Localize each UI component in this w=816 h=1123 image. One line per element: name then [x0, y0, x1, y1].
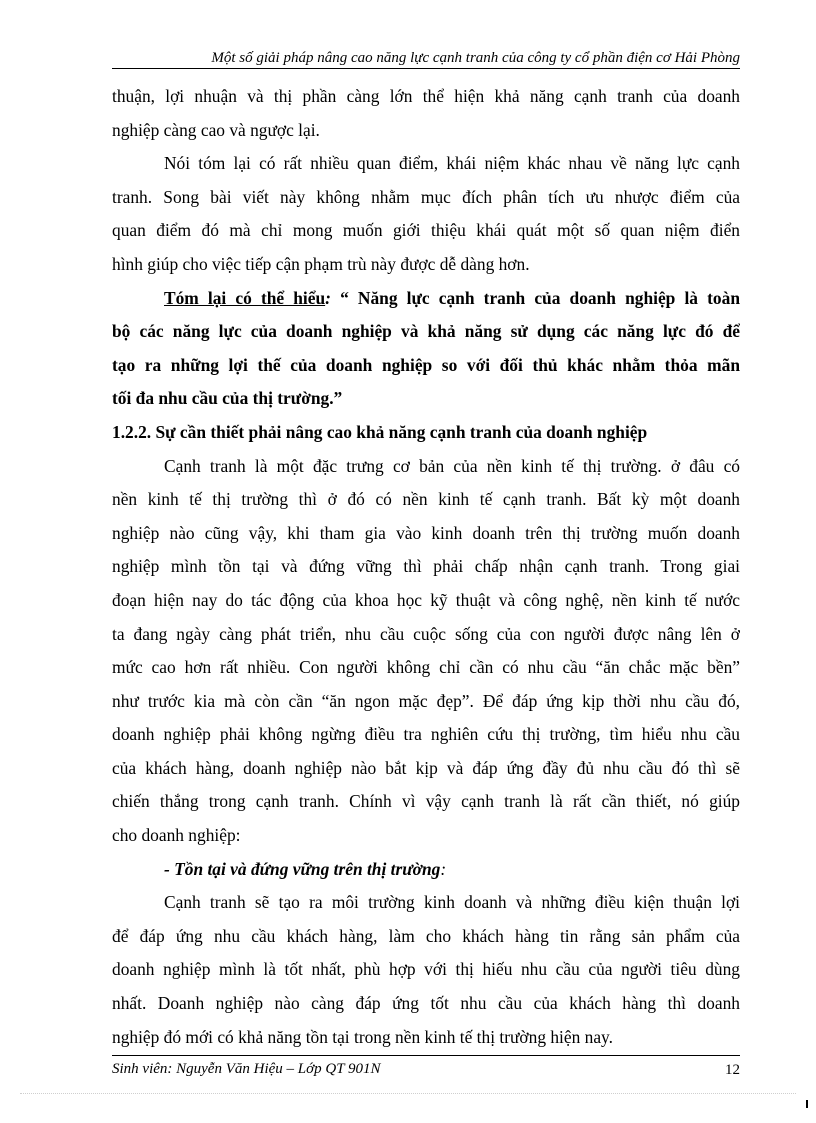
- footer-student: Sinh viên: Nguyễn Văn Hiệu – Lớp QT 901N: [112, 1061, 381, 1077]
- body-line: thuận, lợi nhuận và thị phần càng lớn thể hiện khả năng cạnh tranh của doanh: [112, 86, 740, 106]
- definition-line: [112, 282, 740, 316]
- body-line: nghiệp càng cao và ngược lại.: [112, 119, 320, 140]
- body-line: nền kinh tế thị trường thì ở đó có nền kinh tế cạnh tranh. Bất kỳ một doanh: [112, 489, 740, 510]
- page-bottom-border: [20, 1093, 796, 1094]
- body-line: nghiệp đó mới có khả năng tồn tại trong nền kinh tế thị trường hiện nay.: [112, 1026, 613, 1047]
- subheading: [112, 853, 740, 887]
- body-line: mức cao hơn rất nhiều. Con người không chỉ cần có nhu cầu “ăn chắc mặc bền”: [112, 657, 740, 678]
- body-line: doanh nghiệp mình là tốt nhất, phù hợp với thị hiếu nhu cầu của người tiêu dùng: [112, 959, 740, 980]
- body-line: Cạnh tranh là một đặc trưng cơ bản của nền kinh tế thị trường. ở đâu có: [164, 455, 740, 476]
- body-line: doanh nghiệp phải không ngừng điều tra nghiên cứu thị trường, tìm hiểu nhu cầu: [112, 724, 740, 745]
- body-line: nghiệp nào cũng vậy, khi tham gia vào kinh doanh trên thị trường muốn doanh: [112, 522, 740, 543]
- footer-divider: [112, 1055, 740, 1056]
- definition-colon: :: [325, 287, 331, 308]
- body-line: Cạnh tranh sẽ tạo ra môi trường kinh doanh và những điều kiện thuận lợi: [164, 892, 740, 913]
- corner-mark: [806, 1100, 808, 1108]
- body-line: nghiệp mình tồn tại và đứng vững thì phải chấp nhận cạnh tranh. Trong giai: [112, 556, 740, 577]
- body-line: Nói tóm lại có rất nhiều quan điểm, khái niệm khác nhau về năng lực cạnh: [164, 153, 740, 174]
- body-line: chiến thắng trong cạnh tranh. Chính vì vậy cạnh tranh là rất cần thiết, nó giúp: [112, 791, 740, 812]
- body-line: ta đang ngày càng phát triển, nhu cầu cuộc sống của con người được nâng lên ở: [112, 623, 740, 644]
- definition-line: tạo ra những lợi thế của doanh nghiệp so với đối thủ khác nhằm thỏa mãn: [112, 354, 740, 375]
- subheading-colon: :: [440, 858, 447, 879]
- body-line: quan điểm đó mà chỉ mong muốn giới thiệu khái quát một số quan niệm điển: [112, 220, 740, 241]
- definition-line: bộ các năng lực của doanh nghiệp và khả năng sử dụng các năng lực đó để: [112, 321, 740, 342]
- page-body: [112, 80, 740, 1054]
- body-line: như trước kia mà còn cần “ăn ngon mặc đẹp”. Để đáp ứng kịp thời nhu cầu đó,: [112, 690, 740, 711]
- body-line: tranh. Song bài viết này không nhằm mục đích phân tích ưu nhược điểm của: [112, 186, 740, 207]
- body-line: hình giúp cho việc tiếp cận phạm trù này được dễ dàng hơn.: [112, 253, 530, 274]
- definition-text: “ Năng lực cạnh tranh của doanh nghiệp là toàn: [330, 287, 740, 308]
- definition-line: tối đa nhu cầu của thị trường.”: [112, 388, 343, 409]
- body-line: để đáp ứng nhu cầu khách hàng, làm cho khách hàng tin rằng sản phẩm của: [112, 925, 740, 946]
- body-line: của khách hàng, doanh nghiệp nào bắt kịp và đáp ứng đầy đủ nhu cầu đó thì sẽ: [112, 757, 740, 778]
- running-header: Một số giải pháp nâng cao năng lực cạnh tranh của công ty cổ phần điện cơ Hải Phòng: [112, 49, 740, 69]
- subheading-text: - Tồn tại và đứng vững trên thị trường: [164, 858, 441, 879]
- page-number: 12: [725, 1062, 740, 1078]
- body-line: cho doanh nghiệp:: [112, 825, 241, 846]
- section-heading: 1.2.2. Sự cần thiết phải nâng cao khả năng cạnh tranh của doanh nghiệp: [112, 421, 648, 442]
- body-line: nhất. Doanh nghiệp nào càng đáp ứng tốt nhu cầu của khách hàng thì doanh: [112, 993, 740, 1014]
- body-line: đoạn hiện nay do tác động của khoa học kỹ thuật và công nghệ, nền kinh tế nước: [112, 589, 740, 610]
- definition-lead: Tóm lại có thể hiểu: [164, 287, 326, 308]
